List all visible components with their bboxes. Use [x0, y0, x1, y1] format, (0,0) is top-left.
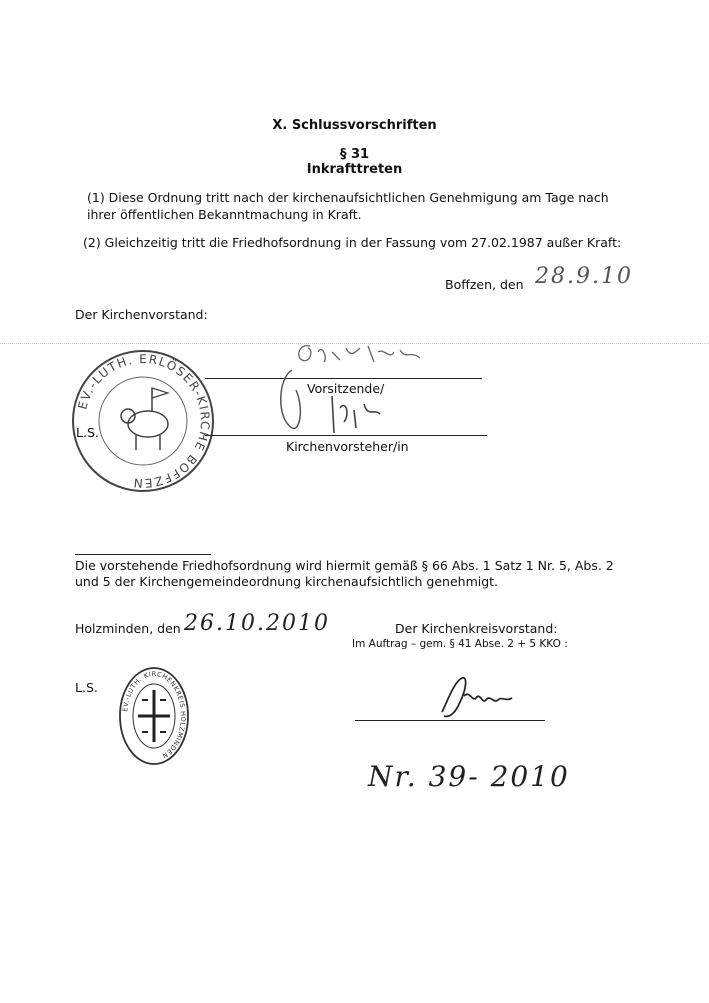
paragraph-title: Inkrafttreten: [306, 162, 403, 177]
holzminden-label: Holzminden, den: [75, 621, 181, 636]
church-seal-boffzen: [68, 346, 218, 496]
auftrag-note: Im Auftrag – gem. § 41 Abse. 2 + 5 KKO :: [352, 638, 568, 650]
paragraph-number: § 31: [339, 147, 370, 162]
svg-text:EV.-LUTH. KIRCHENKREIS HOLZMIN: EV.-LUTH. KIRCHENKREIS HOLZMINDEN: [121, 669, 188, 760]
approval-line-2: und 5 der Kirchengemeindeordnung kirchenaufsichtlich genehmigt.: [75, 574, 499, 589]
handwritten-date-boffzen: 28.9.10: [535, 264, 633, 289]
place-date-label: Boffzen, den: [445, 277, 524, 292]
role-member-label: Kirchenvorsteher/in: [286, 439, 409, 454]
clause-1-line-2: ihrer öffentlichen Bekanntmachung in Kraft.: [87, 207, 362, 222]
clause-2: (2) Gleichzeitig tritt die Friedhofsordnung in der Fassung vom 27.02.1987 außer Kraft:: [83, 235, 622, 250]
separator-line: [75, 554, 211, 555]
ls-label-board: L.S.: [76, 425, 99, 440]
handwritten-reference-number: Nr. 39- 2010: [368, 760, 570, 793]
church-seal-kirchenkreis: [118, 666, 190, 766]
ls-label-district: L.S.: [75, 680, 98, 695]
handwritten-date-holzminden: 26.10.2010: [184, 611, 330, 636]
clause-1-line-1: (1) Diese Ordnung tritt nach der kirchenaufsichtlichen Genehmigung am Tage nach: [87, 190, 609, 205]
handwritten-signature-district: [420, 672, 520, 722]
approval-line-1: Die vorstehende Friedhofsordnung wird hiermit gemäß § 66 Abs. 1 Satz 1 Nr. 5, Abs. 2: [75, 558, 614, 573]
role-chair-label: Vorsitzende/: [307, 381, 385, 396]
handwritten-signatures-board: [270, 338, 440, 443]
kirchenvorstand-label: Der Kirchenvorstand:: [75, 307, 208, 322]
kirchenkreisvorstand-label: Der Kirchenkreisvorstand:: [395, 621, 558, 636]
signature-line-district: [355, 720, 545, 721]
section-heading: X. Schlussvorschriften: [272, 118, 437, 133]
svg-text:EV.-LUTH. ERLÖSER-KIRCHE BOFFZ: EV.-LUTH. ERLÖSER-KIRCHE BOFFZEN: [75, 351, 213, 491]
